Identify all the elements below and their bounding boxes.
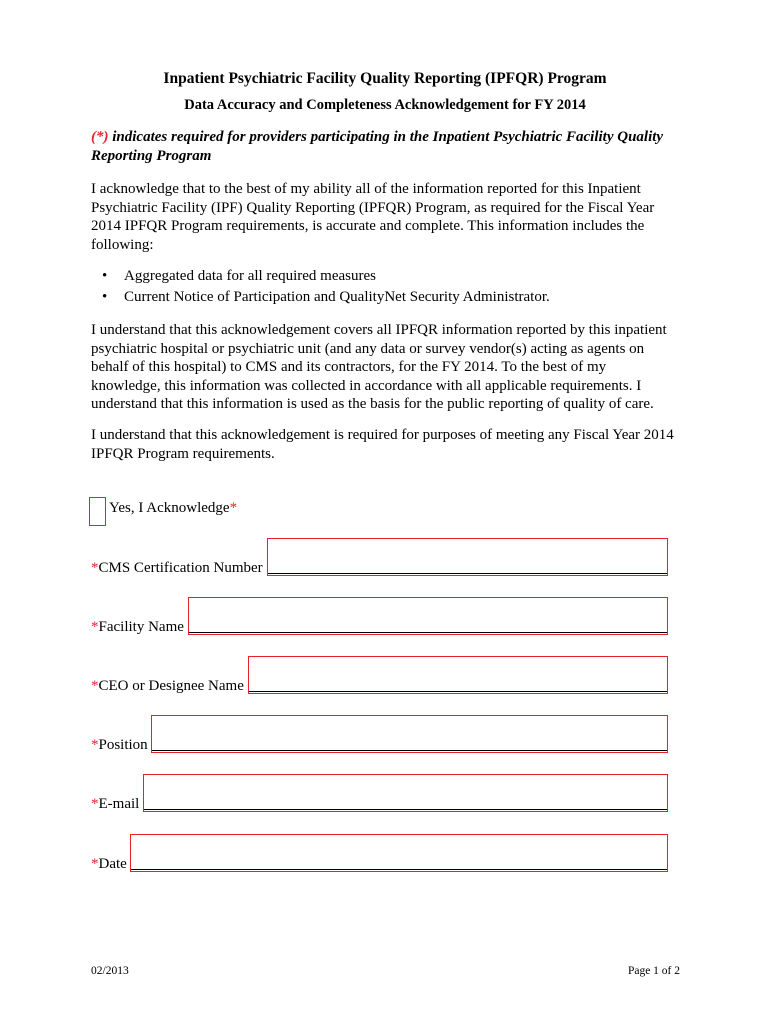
facility-name-input[interactable] — [193, 602, 663, 630]
list-item: • Aggregated data for all required measures — [100, 266, 550, 287]
ceo-designee-name-field[interactable] — [248, 656, 668, 694]
email-field[interactable] — [143, 774, 668, 812]
acknowledgement-paragraph-1: I acknowledge that to the best of my ability all of the information reported for this Inpatient Psychiatric Facility (IPF) Quality Reporting (IPFQR) Program, as required for the Fiscal Year 2014 IPFQR Program requirements, is accurate and complete. This information includes the following: — [91, 181, 655, 253]
date-field[interactable] — [130, 834, 668, 872]
cms-certification-number-input[interactable] — [272, 543, 663, 571]
revision-date: 02/2013 — [91, 965, 129, 977]
cms-certification-number-label: *CMS Certification Number — [91, 560, 263, 576]
ceo-designee-name-label: *CEO or Designee Name — [91, 678, 244, 694]
bullet-icon: • — [102, 289, 108, 305]
position-field[interactable] — [151, 715, 668, 753]
list-item: • Current Notice of Participation and QualityNet Security Administrator. — [100, 287, 550, 308]
facility-name-field[interactable] — [188, 597, 668, 635]
included-items-list — [100, 266, 550, 308]
email-input[interactable] — [148, 779, 663, 807]
required-note-text: indicates required for providers participating in the Inpatient Psychiatric Facility Quality Reporting Program — [91, 129, 664, 164]
page-number: Page 1 of 2 — [627, 965, 680, 977]
email-label: *E-mail — [91, 796, 140, 812]
position-label: *Position — [91, 737, 148, 753]
ceo-designee-name-input[interactable] — [253, 661, 663, 689]
required-note — [91, 128, 691, 166]
acknowledgement-paragraph-2: I understand that this acknowledgement covers all IPFQR information reported by this inpatient psychiatric hospital or psychiatric unit (and any data or survey vendor(s) acting as agents on behalf of this hospital) to CMS and its contractors, for the FY 2014. To the best of my knowledge, this information was collected in accordance with all applicable requirements. I understand that this information is used as the basis for the public reporting of quality of care. — [91, 322, 667, 412]
date-label: *Date — [91, 856, 127, 872]
acknowledge-label: Yes, I Acknowledge* — [109, 500, 238, 516]
document-title: Inpatient Psychiatric Facility Quality Reporting (IPFQR) Program — [163, 70, 607, 87]
date-input[interactable] — [135, 839, 663, 867]
bullet-icon: • — [102, 268, 108, 284]
cms-certification-number-field[interactable] — [267, 538, 668, 576]
facility-name-label: *Facility Name — [91, 619, 184, 635]
acknowledgement-paragraph-3: I understand that this acknowledgement is required for purposes of meeting any Fiscal Year 2014 IPFQR Program requirements. — [91, 427, 674, 462]
document-subtitle: Data Accuracy and Completeness Acknowledgement for FY 2014 — [184, 97, 586, 113]
required-marker: (*) — [91, 129, 109, 145]
position-input[interactable] — [156, 720, 663, 748]
required-marker: * — [229, 500, 238, 516]
acknowledge-checkbox[interactable] — [89, 497, 106, 526]
